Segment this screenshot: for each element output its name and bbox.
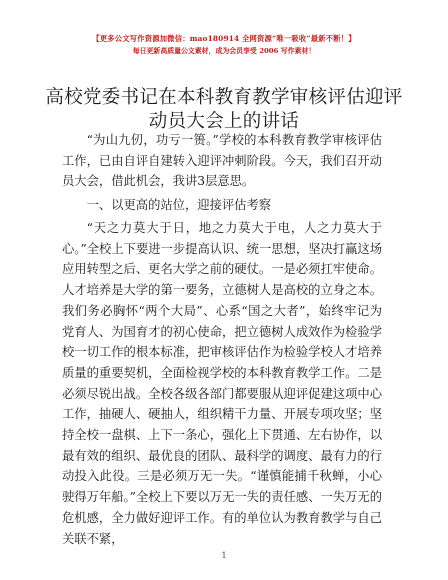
document-body <box>62 130 382 552</box>
body-paragraph: “天之力莫大于日，地之力莫大于电，人之力莫大于心。”全校上下要进一步提高认识、统一思想，坚决打赢这场应用转型之后、更名大学之前的硬仗。一是必须扛牢使命。人才培养是大学的第一要务，立德树人是高校的立身之本。我们务必胸怀“两个大局”、心系“国之大者”，始终牢记为党育人、为国育才的初心使命，把立德树人成效作为检验学校一切工作的根本标准，把审核评估作为检验学校人才培养质量的重要契机，全面检视学校的本科教育教学工作。二是必须尽锐出战。全校各级各部门都要服从迎评促建这项中心工作，抽硬人、硬抽人，组织精干力量、开展专项攻坚；坚持全校一盘棋、上下一条心，强化上下贯通、左右协作，以最有效的组织、最优良的团队、最科学的调度、最有力的行动投入此役。三是必须万无一失。“谨慎能捕千秋蝉，小心驶得万年船。”全校上下要以万无一失的责任感、一失万无的危机感，全力做好迎评工作。有的单位认为教育教学与自己关联不紧， <box>62 221 382 546</box>
banner-line-2: 每日更新高质量公文素材，成为会员享受 2006 写作素材！ <box>132 47 316 55</box>
document-title: 高校党委书记在本科教育教学审核评估迎评动员大会上的讲话 <box>45 87 403 132</box>
intro-paragraph: “为山九仞，功亏一篑。”学校的本科教育教学审核评估工作，已由自评自建转入迎评冲刺阶段。今天，我们召开动员大会，借此机会，我讲3层意思。 <box>62 133 382 189</box>
banner-line-1: 【更多公文写作资源加微信：mao180914 全网资源“唯一吸收”最新不断！】 <box>92 34 356 43</box>
section-heading: 一、以更高的站位，迎接评估考察 <box>86 197 272 212</box>
header-banner <box>0 34 448 56</box>
page-number: 1 <box>221 551 227 560</box>
